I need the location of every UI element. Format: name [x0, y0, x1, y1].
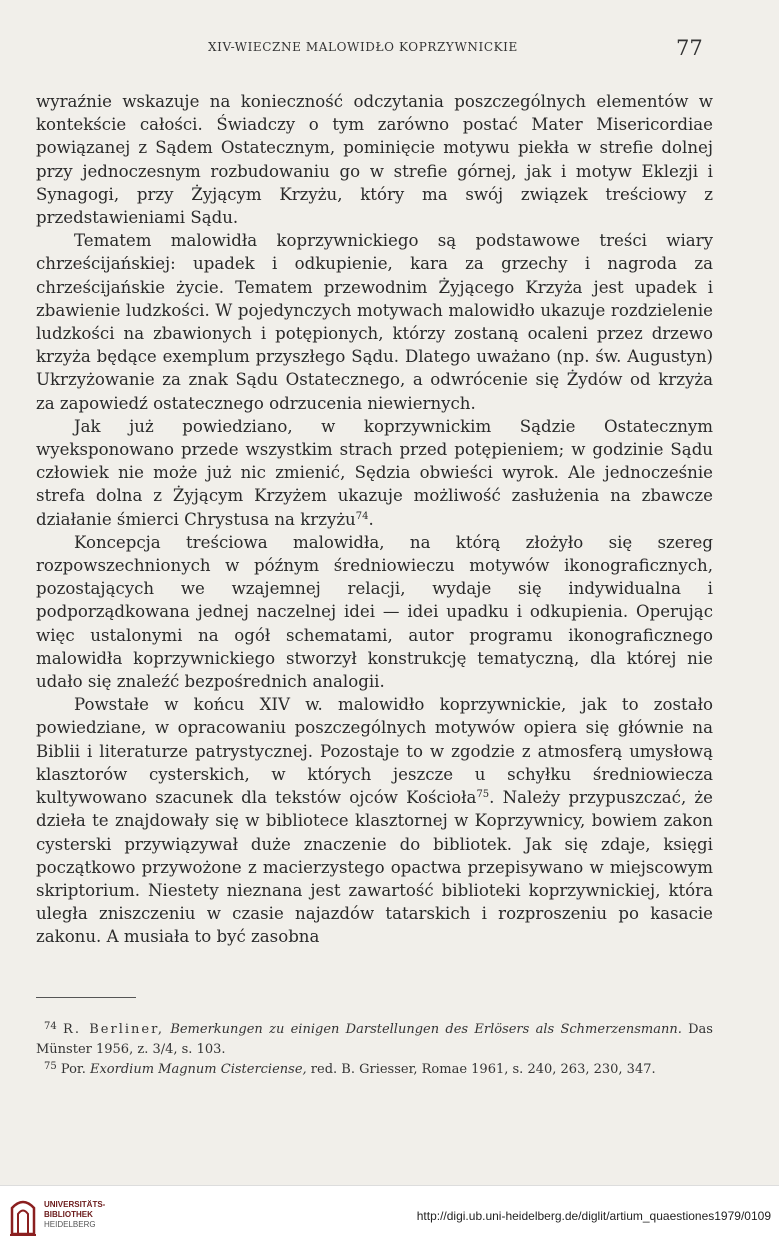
paragraph: [36, 693, 713, 948]
library-name-line: BIBLIOTHEK: [44, 1210, 93, 1219]
footnote-reference: 74: [355, 510, 369, 522]
footnotes: [36, 1020, 713, 1080]
footnote-rest: Das Münster 1956, z. 3/4, s. 103.: [36, 1022, 713, 1057]
paragraph-text: Powstałe w końcu XIV w. malowidło koprzywnickie, jak to zostało powiedziane, w opracowaniu poszczególnych motywów opiera się głównie na Biblii i literaturze patrystycznej. Pozostaje to w zgodzie z atmosferą umysłową klasztorów cysterskich, w których jeszcze u schyłku średniowiecza kultywowano szacunek dla tekstów ojców Kościoła: [36, 695, 713, 808]
paragraph-text: . Należy przypuszczać, że dzieła te znajdowały się w bibliotece klasztornej w Koprzywnicy, bowiem zakon cysterski przywiązywał duże znaczenie do bibliotek. Jak się zdaje, księgi początkowo przywożone z macierzystego opactwa przepisywano w miejscowym skriptorium. Niestety nieznana jest zawartość biblioteki koprzywnickiej, która uległa zniszczeniu w czasie najazdów tatarskich i rozproszeniu po kasacie zakonu. A musiała to być zasobna: [36, 788, 713, 947]
paragraph-text: Jak już powiedziano, w koprzywnickim Sądzie Ostatecznym wyeksponowano przede wszystkim strach przed potępieniem; w godzinie Sądu człowiek nie może już nic zmienić, Sędzia obwieści wyrok. Ale jednocześnie strefa dolna z Żyjącym Krzyżem ukazuje możliwość zasłużenia na zbawcze działanie śmierci Chrystusa na krzyżu: [36, 416, 713, 529]
page-number: 77: [676, 36, 703, 60]
paragraph: [36, 531, 713, 693]
paragraph-text: Tematem malowidła koprzywnickiego są podstawowe treści wiary chrześcijańskiej: upadek i odkupienie, kara za grzechy i nagroda za chrześcijańskie życie. Tematem przewodnim Żyjącego Krzyża jest upadek i zbawienie ludzkości. W pojedynczych motywach malowidło ukazuje rozdzielenie ludzkości na zbawionych i potępionych, którzy zostaną ocaleni przez drzewo krzyża będące exemplum przyszłego Sądu. Dlatego uważano (np. św. Augustyn) Ukrzyżowanie za znak Sądu Ostatecznego, a odwrócenie się Żydów od krzyża za zapowiedź ostatecznego odrzucenia niewiernych.: [36, 231, 713, 413]
footnote-number: 74: [44, 1021, 57, 1032]
footnote-divider: [36, 997, 136, 998]
library-footer: [0, 1185, 779, 1247]
source-url-link[interactable]: http://digi.ub.uni-heidelberg.de/diglit/artium_quaestiones1979/0109: [416, 1209, 771, 1223]
paragraph-text: .: [368, 509, 374, 529]
paragraph: [36, 229, 713, 415]
footnote-rest: red. B. Griesser, Romae 1961, s. 240, 263, 230, 347.: [310, 1062, 656, 1077]
footnote-author: R. Berliner,: [63, 1022, 165, 1037]
footnote-75: [36, 1060, 713, 1080]
paragraph-text: Koncepcja treściowa malowidła, na którą złożyło się szereg rozpowszechnionych w późnym średniowieczu motywów ikonograficznych, pozostających we wzajemnej relacji, wydaje się indywidualna i podporządkowana jednej naczelnej idei — idei upadku i odkupienia. Operując więc ustalonymi na ogół schematami, autor programu ikonograficznego malowidła koprzywnickiego stworzył konstrukcję tematyczną, dla której nie udało się znaleźć bezpośrednich analogii.: [36, 532, 713, 692]
footnote-number: 75: [44, 1061, 57, 1072]
paragraph: [36, 90, 713, 229]
footnote-title: Exordium Magnum Cisterciense,: [89, 1062, 307, 1077]
university-library-logo-icon: [8, 1194, 38, 1238]
footnote-author: Por.: [60, 1062, 86, 1077]
footnote-title: Bemerkungen zu einigen Darstellungen des Erlösers als Schmerzensmann.: [170, 1022, 682, 1037]
library-name-line: HEIDELBERG: [44, 1220, 96, 1229]
footnote-reference: 75: [476, 789, 490, 801]
footnote-74: [36, 1020, 713, 1060]
paragraph-text: wyraźnie wskazuje na konieczność odczytania poszczególnych elementów w kontekście całości. Świadczy o tym zarówno postać Mater Misericordiae powiązanej z Sądem Ostatecznym, pominięcie motywu piekła w strefie dolnej przy jednoczesnym rozbudowaniu go w strefie górnej, jak i motyw Eklezji i Synagogi, przy Żyjącym Krzyżu, który ma swój związek treściowy z przedstawieniami Sądu.: [36, 92, 713, 228]
body-text: [36, 90, 713, 949]
library-name: [44, 1200, 105, 1230]
library-name-line: UNIVERSITÄTS-: [44, 1200, 106, 1209]
running-title: XIV-WIECZNE MALOWIDŁO KOPRZYWNICKIE: [208, 40, 518, 54]
paragraph: [36, 415, 713, 531]
